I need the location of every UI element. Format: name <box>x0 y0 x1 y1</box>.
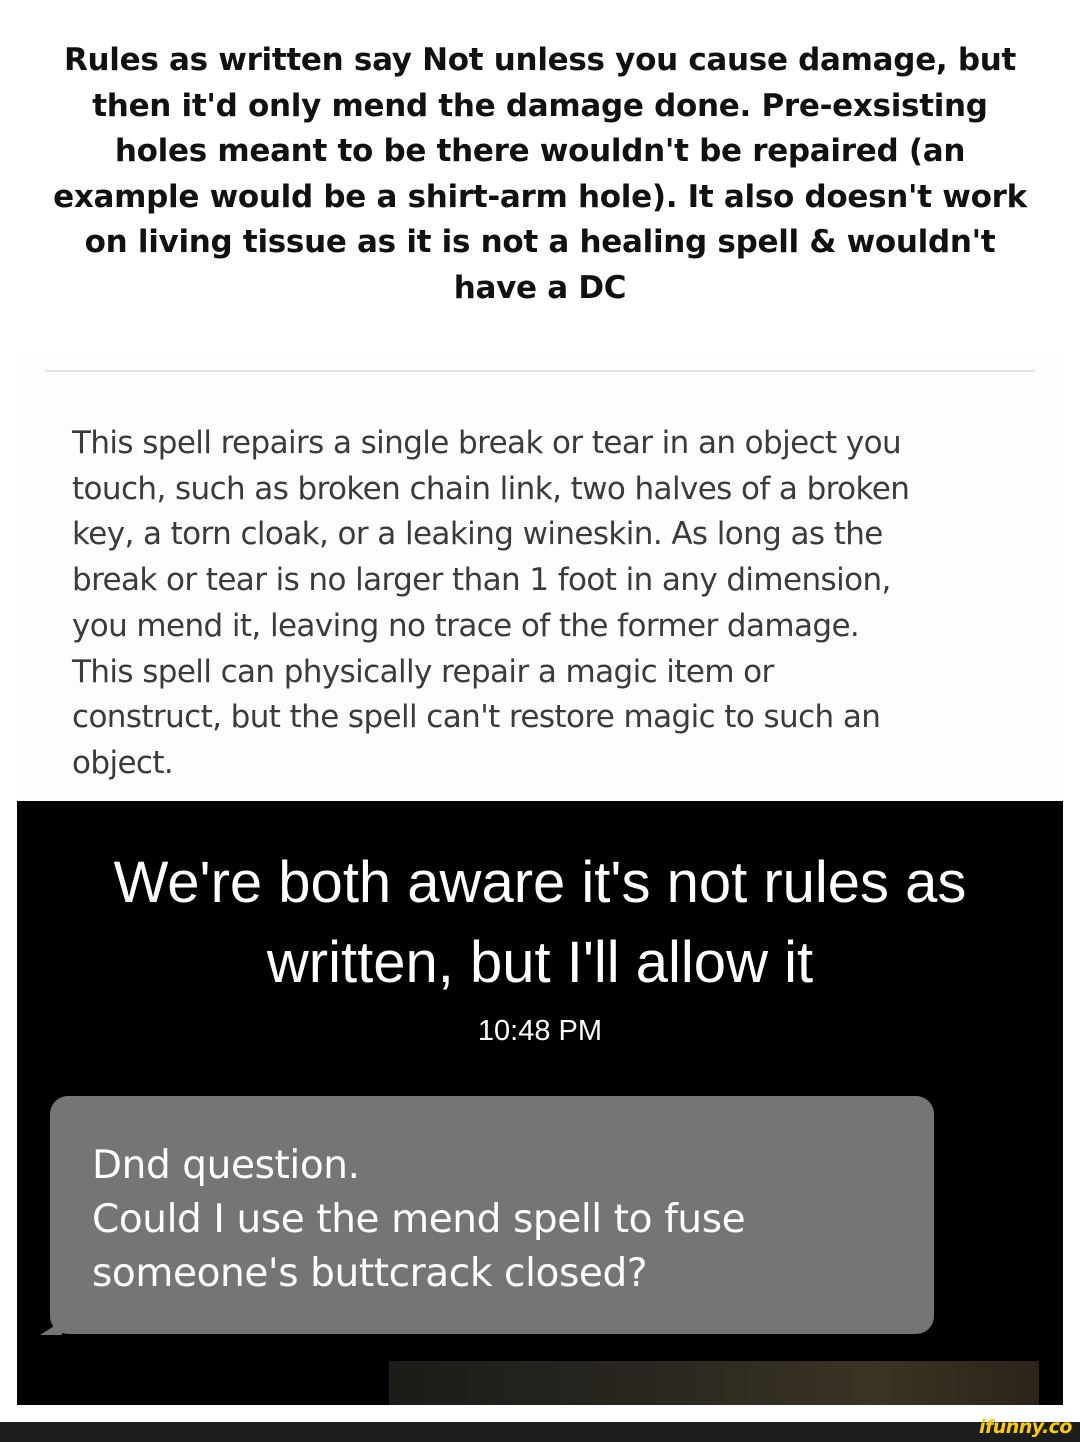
spell-line: This spell repairs a single break or tear in an object you <box>72 425 901 461</box>
caption-line: have a DC <box>453 269 627 306</box>
spell-line: construct, but the spell can't restore magic to such an <box>72 699 881 736</box>
caption-text <box>0 38 1080 311</box>
chat-screenshot <box>17 801 1063 1405</box>
spell-description-text <box>72 421 1032 787</box>
partial-image-attachment[interactable] <box>389 1361 1039 1405</box>
message-line: written, but I'll allow it <box>266 930 814 995</box>
caption-line: holes meant to be there wouldn't be repaired (an <box>114 133 966 169</box>
caption-line: on living tissue as it is not a healing spell & wouldn't <box>84 224 996 260</box>
message-line: someone's buttcrack closed? <box>92 1251 648 1296</box>
spell-line: This spell can physically repair a magic item or <box>72 653 774 690</box>
bubble-tail <box>40 1321 62 1335</box>
spell-line: object. <box>72 744 174 781</box>
spell-description-panel <box>18 357 1062 801</box>
outgoing-message[interactable] <box>17 843 1063 1003</box>
divider <box>45 370 1035 372</box>
ifunny-watermark: ifunny.co <box>978 1416 1072 1438</box>
caption-line: example would be a shirt-arm hole). It also doesn't work <box>53 178 1027 215</box>
spell-line: key, a torn cloak, or a leaking wineskin. As long as the <box>72 516 883 553</box>
caption-line: Rules as written say Not unless you cause damage, but <box>63 42 1017 78</box>
spell-line: touch, such as broken chain link, two halves of a broken <box>72 470 910 507</box>
spell-line: you mend it, leaving no trace of the former damage. <box>72 607 860 644</box>
message-line: We're both aware it's not rules as <box>113 850 967 915</box>
incoming-message-bubble[interactable] <box>50 1096 934 1334</box>
caption-line: then it'd only mend the damage done. Pre-exsisting <box>92 87 988 124</box>
message-line: Could I use the mend spell to fuse <box>92 1197 746 1242</box>
incoming-message-text <box>92 1139 745 1301</box>
message-line: Dnd question. <box>92 1143 360 1188</box>
message-timestamp: 10:48 PM <box>477 1015 603 1047</box>
spell-line: break or tear is no larger than 1 foot in any dimension, <box>72 562 891 599</box>
footer-bar <box>0 1416 1080 1442</box>
